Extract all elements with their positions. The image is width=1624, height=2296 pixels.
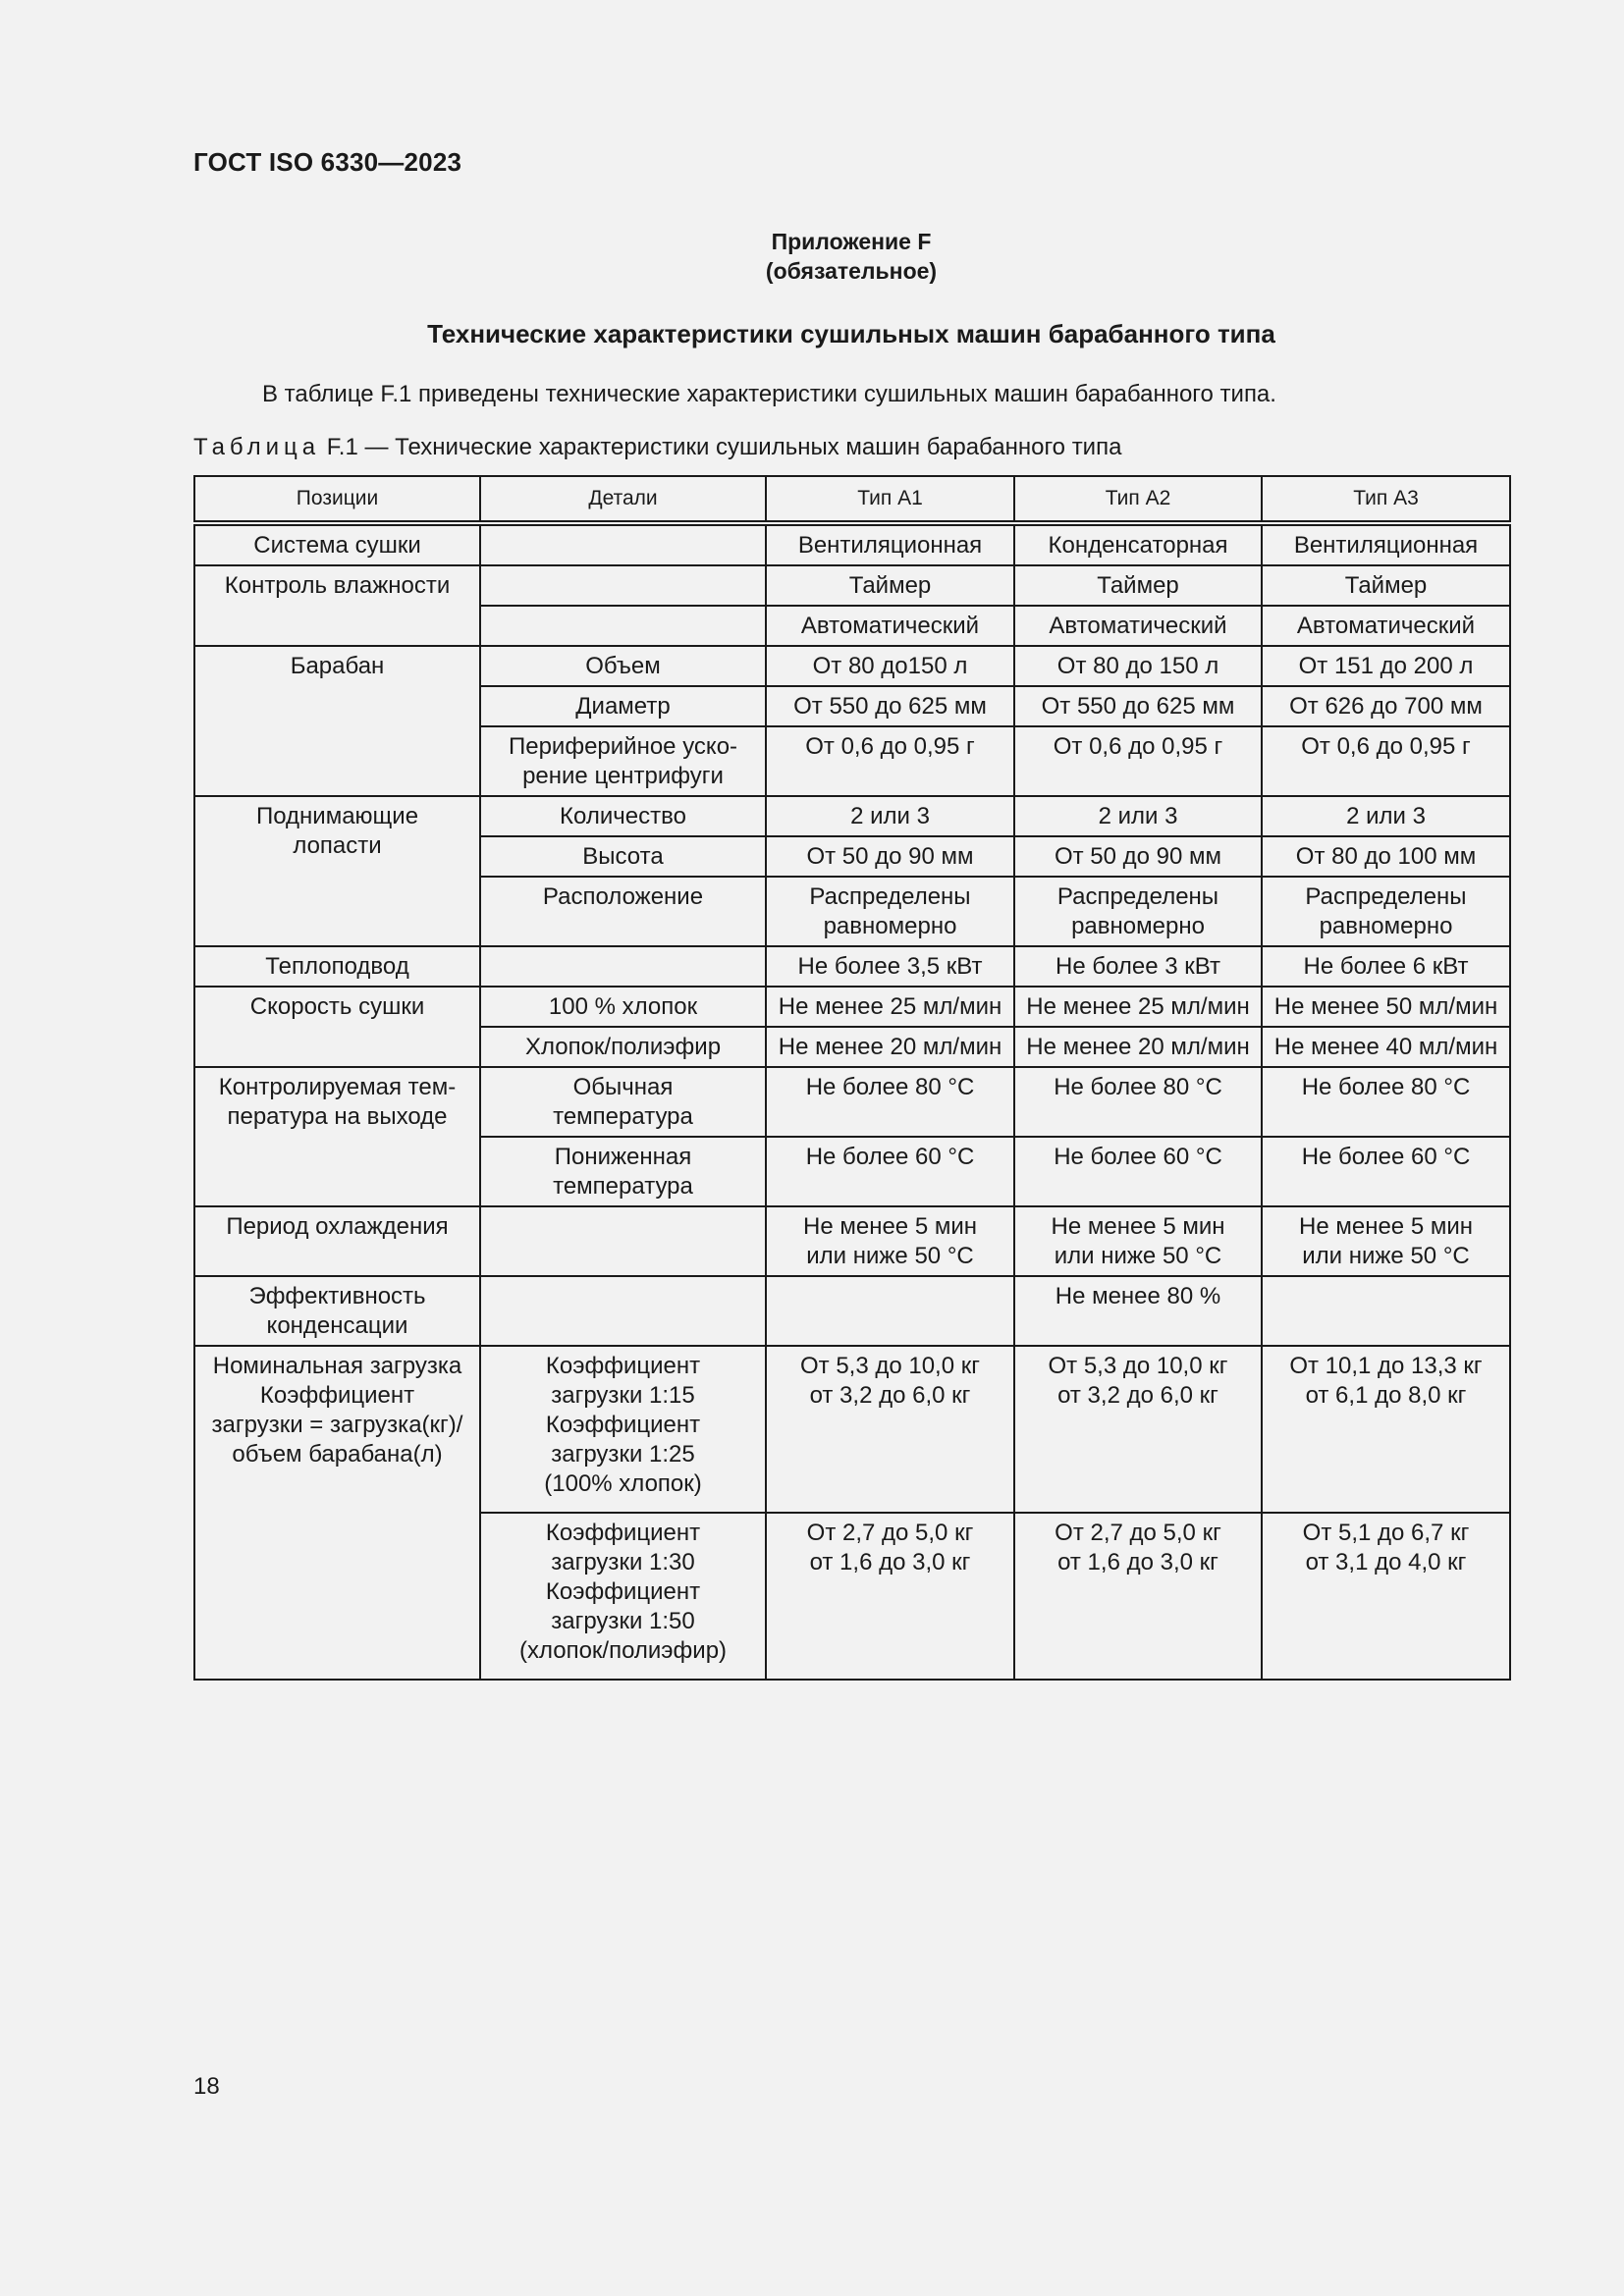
cell-line: Коэффициент xyxy=(545,1578,701,1605)
col-header-positions: Позиции xyxy=(194,476,480,523)
cell-a2: Таймер xyxy=(1014,565,1262,606)
cell-line: От 2,7 до 5,0 кг xyxy=(806,1520,974,1546)
cell-a3 xyxy=(1262,877,1510,946)
cell-line: От 5,1 до 6,7 кг xyxy=(1302,1520,1470,1546)
cell-position: Теплоподвод xyxy=(194,946,480,987)
cell-a2: От 80 до 150 л xyxy=(1014,646,1262,686)
cell-a1: Автоматический xyxy=(766,606,1014,646)
cell-detail: Расположение xyxy=(480,877,766,946)
cell-line: Контролируемая тем- xyxy=(218,1074,457,1100)
cell-a2: Не менее 25 мл/мин xyxy=(1014,987,1262,1027)
cell-a1: Не более 60 °С xyxy=(766,1137,1014,1206)
cell-line: Не менее 5 мин xyxy=(1051,1213,1225,1240)
annex-title: Приложение F xyxy=(771,229,932,254)
cell-a2: Не менее 20 мл/мин xyxy=(1014,1027,1262,1067)
cell-line: от 1,6 до 3,0 кг xyxy=(809,1549,971,1575)
table-row xyxy=(194,565,1510,606)
cell-a2 xyxy=(1014,877,1262,946)
cell-a3: От 80 до 100 мм xyxy=(1262,836,1510,877)
cell-line: Не менее 5 мин xyxy=(1299,1213,1473,1240)
cell-line: объем барабана(л) xyxy=(232,1441,443,1468)
table-row xyxy=(194,646,1510,686)
cell-line: конденсации xyxy=(266,1312,408,1339)
cell-line: Поднимающие xyxy=(255,803,419,829)
cell-line: Коэффициент xyxy=(259,1382,415,1409)
cell-a2: От 550 до 625 мм xyxy=(1014,686,1262,726)
cell-detail: Объем xyxy=(480,646,766,686)
cell-line: Распределены xyxy=(1305,883,1467,910)
cell-detail: Хлопок/полиэфир xyxy=(480,1027,766,1067)
cell-a1: От 80 до150 л xyxy=(766,646,1014,686)
cell-a1 xyxy=(766,1346,1014,1513)
cell-a3: Автоматический xyxy=(1262,606,1510,646)
cell-detail xyxy=(480,565,766,606)
cell-a1: От 550 до 625 мм xyxy=(766,686,1014,726)
cell-a3 xyxy=(1262,1206,1510,1276)
cell-line: Номинальная загрузка xyxy=(212,1353,462,1379)
annex-heading xyxy=(193,227,1509,286)
cell-line: лопасти xyxy=(293,832,382,859)
cell-detail: Высота xyxy=(480,836,766,877)
cell-line: Эффективность xyxy=(248,1283,426,1309)
table-row xyxy=(194,523,1510,565)
cell-position: Скорость сушки xyxy=(194,987,480,1067)
cell-a1: Таймер xyxy=(766,565,1014,606)
cell-line: равномерно xyxy=(823,913,957,939)
cell-position xyxy=(194,1276,480,1346)
col-header-type-a3: Тип А3 xyxy=(1262,476,1510,523)
table-row xyxy=(194,946,1510,987)
cell-line: От 2,7 до 5,0 кг xyxy=(1055,1520,1221,1546)
table-caption-text: F.1 — Технические характеристики сушильных машин барабанного типа xyxy=(326,434,1122,460)
cell-a2: Не более 60 °С xyxy=(1014,1137,1262,1206)
cell-a3: Вентиляционная xyxy=(1262,523,1510,565)
cell-a1 xyxy=(766,1206,1014,1276)
table-row xyxy=(194,1346,1510,1513)
cell-detail xyxy=(480,1137,766,1206)
table-header-row xyxy=(194,476,1510,523)
cell-line: от 3,2 до 6,0 кг xyxy=(809,1382,971,1409)
cell-position: Контроль влажности xyxy=(194,565,480,646)
cell-detail xyxy=(480,1067,766,1137)
cell-line: Коэффициент xyxy=(545,1520,701,1546)
table-row xyxy=(194,987,1510,1027)
cell-position: Барабан xyxy=(194,646,480,796)
cell-detail xyxy=(480,1513,766,1680)
cell-line: от 6,1 до 8,0 кг xyxy=(1305,1382,1467,1409)
cell-a3: Не менее 50 мл/мин xyxy=(1262,987,1510,1027)
cell-a2 xyxy=(1014,1206,1262,1276)
cell-line: равномерно xyxy=(1319,913,1453,939)
cell-a1: От 50 до 90 мм xyxy=(766,836,1014,877)
cell-a3 xyxy=(1262,1276,1510,1346)
cell-detail xyxy=(480,946,766,987)
document-header: ГОСТ ISO 6330—2023 xyxy=(193,147,462,177)
cell-line: от 3,1 до 4,0 кг xyxy=(1305,1549,1467,1575)
cell-a2: Не менее 80 % xyxy=(1014,1276,1262,1346)
cell-line: или ниже 50 °С xyxy=(806,1243,974,1269)
cell-line: загрузки 1:15 xyxy=(551,1382,695,1409)
cell-a1: Вентиляционная xyxy=(766,523,1014,565)
cell-a1 xyxy=(766,1513,1014,1680)
cell-a2: От 0,6 до 0,95 г xyxy=(1014,726,1262,796)
cell-position xyxy=(194,1067,480,1206)
cell-a3: От 151 до 200 л xyxy=(1262,646,1510,686)
cell-line: Коэффициент xyxy=(545,1353,701,1379)
cell-line: Периферийное уско- xyxy=(508,733,738,760)
cell-a1: Не менее 25 мл/мин xyxy=(766,987,1014,1027)
table-caption xyxy=(193,434,1121,461)
cell-line: или ниже 50 °С xyxy=(1302,1243,1470,1269)
cell-a3: Таймер xyxy=(1262,565,1510,606)
cell-line: загрузки 1:25 xyxy=(551,1441,695,1468)
section-title: Технические характеристики сушильных машин барабанного типа xyxy=(427,319,1275,348)
cell-line: От 10,1 до 13,3 кг xyxy=(1289,1353,1483,1379)
intro-paragraph: В таблице F.1 приведены технические характеристики сушильных машин барабанного типа. xyxy=(262,381,1276,407)
page-number: 18 xyxy=(193,2073,220,2100)
cell-a3: От 626 до 700 мм xyxy=(1262,686,1510,726)
cell-line: (100% хлопок) xyxy=(544,1470,702,1497)
cell-line: загрузки 1:30 xyxy=(551,1549,695,1575)
cell-detail: Количество xyxy=(480,796,766,836)
table-row xyxy=(194,1206,1510,1276)
cell-a2: От 50 до 90 мм xyxy=(1014,836,1262,877)
cell-a3 xyxy=(1262,1513,1510,1680)
cell-line: Пониженная xyxy=(554,1144,692,1170)
cell-detail: 100 % хлопок xyxy=(480,987,766,1027)
cell-detail xyxy=(480,1276,766,1346)
cell-a3: Не более 6 кВт xyxy=(1262,946,1510,987)
cell-a1 xyxy=(766,1276,1014,1346)
cell-a1: Не более 80 °С xyxy=(766,1067,1014,1137)
cell-position xyxy=(194,1346,480,1680)
cell-line: загрузки 1:50 xyxy=(551,1608,695,1634)
cell-line: загрузки = загрузка(кг)/ xyxy=(211,1412,463,1438)
cell-line: рение центрифуги xyxy=(522,763,724,789)
cell-line: От 5,3 до 10,0 кг xyxy=(1048,1353,1228,1379)
cell-a1 xyxy=(766,877,1014,946)
cell-a1: Не более 3,5 кВт xyxy=(766,946,1014,987)
cell-a2 xyxy=(1014,1513,1262,1680)
cell-a2: Не более 3 кВт xyxy=(1014,946,1262,987)
cell-detail xyxy=(480,1206,766,1276)
cell-position: Система сушки xyxy=(194,523,480,565)
cell-a2: Автоматический xyxy=(1014,606,1262,646)
cell-line: или ниже 50 °С xyxy=(1054,1243,1222,1269)
cell-position: Период охлаждения xyxy=(194,1206,480,1276)
cell-a3: Не более 80 °С xyxy=(1262,1067,1510,1137)
cell-line: От 5,3 до 10,0 кг xyxy=(799,1353,980,1379)
table-caption-label: Таблица xyxy=(193,434,321,460)
table-row xyxy=(194,796,1510,836)
cell-line: Распределены xyxy=(809,883,971,910)
cell-detail xyxy=(480,523,766,565)
cell-line: пература на выходе xyxy=(227,1103,448,1130)
cell-a2: Не более 80 °С xyxy=(1014,1067,1262,1137)
cell-a3 xyxy=(1262,1346,1510,1513)
cell-detail xyxy=(480,726,766,796)
cell-line: Коэффициент xyxy=(545,1412,701,1438)
cell-line: Не менее 5 мин xyxy=(803,1213,977,1240)
col-header-type-a2: Тип А2 xyxy=(1014,476,1262,523)
col-header-details: Детали xyxy=(480,476,766,523)
cell-a1: 2 или 3 xyxy=(766,796,1014,836)
cell-line: (хлопок/полиэфир) xyxy=(518,1637,728,1664)
cell-a3: Не более 60 °С xyxy=(1262,1137,1510,1206)
cell-a1: Не менее 20 мл/мин xyxy=(766,1027,1014,1067)
cell-line: равномерно xyxy=(1071,913,1205,939)
cell-a3: Не менее 40 мл/мин xyxy=(1262,1027,1510,1067)
cell-line: от 3,2 до 6,0 кг xyxy=(1057,1382,1218,1409)
cell-line: от 1,6 до 3,0 кг xyxy=(1057,1549,1218,1575)
cell-a2: Конденсаторная xyxy=(1014,523,1262,565)
table-row xyxy=(194,1067,1510,1137)
spec-table xyxy=(193,475,1511,1681)
col-header-type-a1: Тип А1 xyxy=(766,476,1014,523)
cell-line: Распределены xyxy=(1056,883,1219,910)
cell-a1: От 0,6 до 0,95 г xyxy=(766,726,1014,796)
cell-detail xyxy=(480,1346,766,1513)
cell-a2 xyxy=(1014,1346,1262,1513)
cell-detail xyxy=(480,606,766,646)
cell-line: температура xyxy=(553,1103,693,1130)
annex-status: (обязательное) xyxy=(765,258,938,284)
cell-position xyxy=(194,796,480,946)
cell-a2: 2 или 3 xyxy=(1014,796,1262,836)
cell-detail: Диаметр xyxy=(480,686,766,726)
table-row xyxy=(194,1276,1510,1346)
cell-a3: От 0,6 до 0,95 г xyxy=(1262,726,1510,796)
cell-line: Обычная xyxy=(572,1074,674,1100)
cell-line: температура xyxy=(553,1173,693,1200)
cell-a3: 2 или 3 xyxy=(1262,796,1510,836)
